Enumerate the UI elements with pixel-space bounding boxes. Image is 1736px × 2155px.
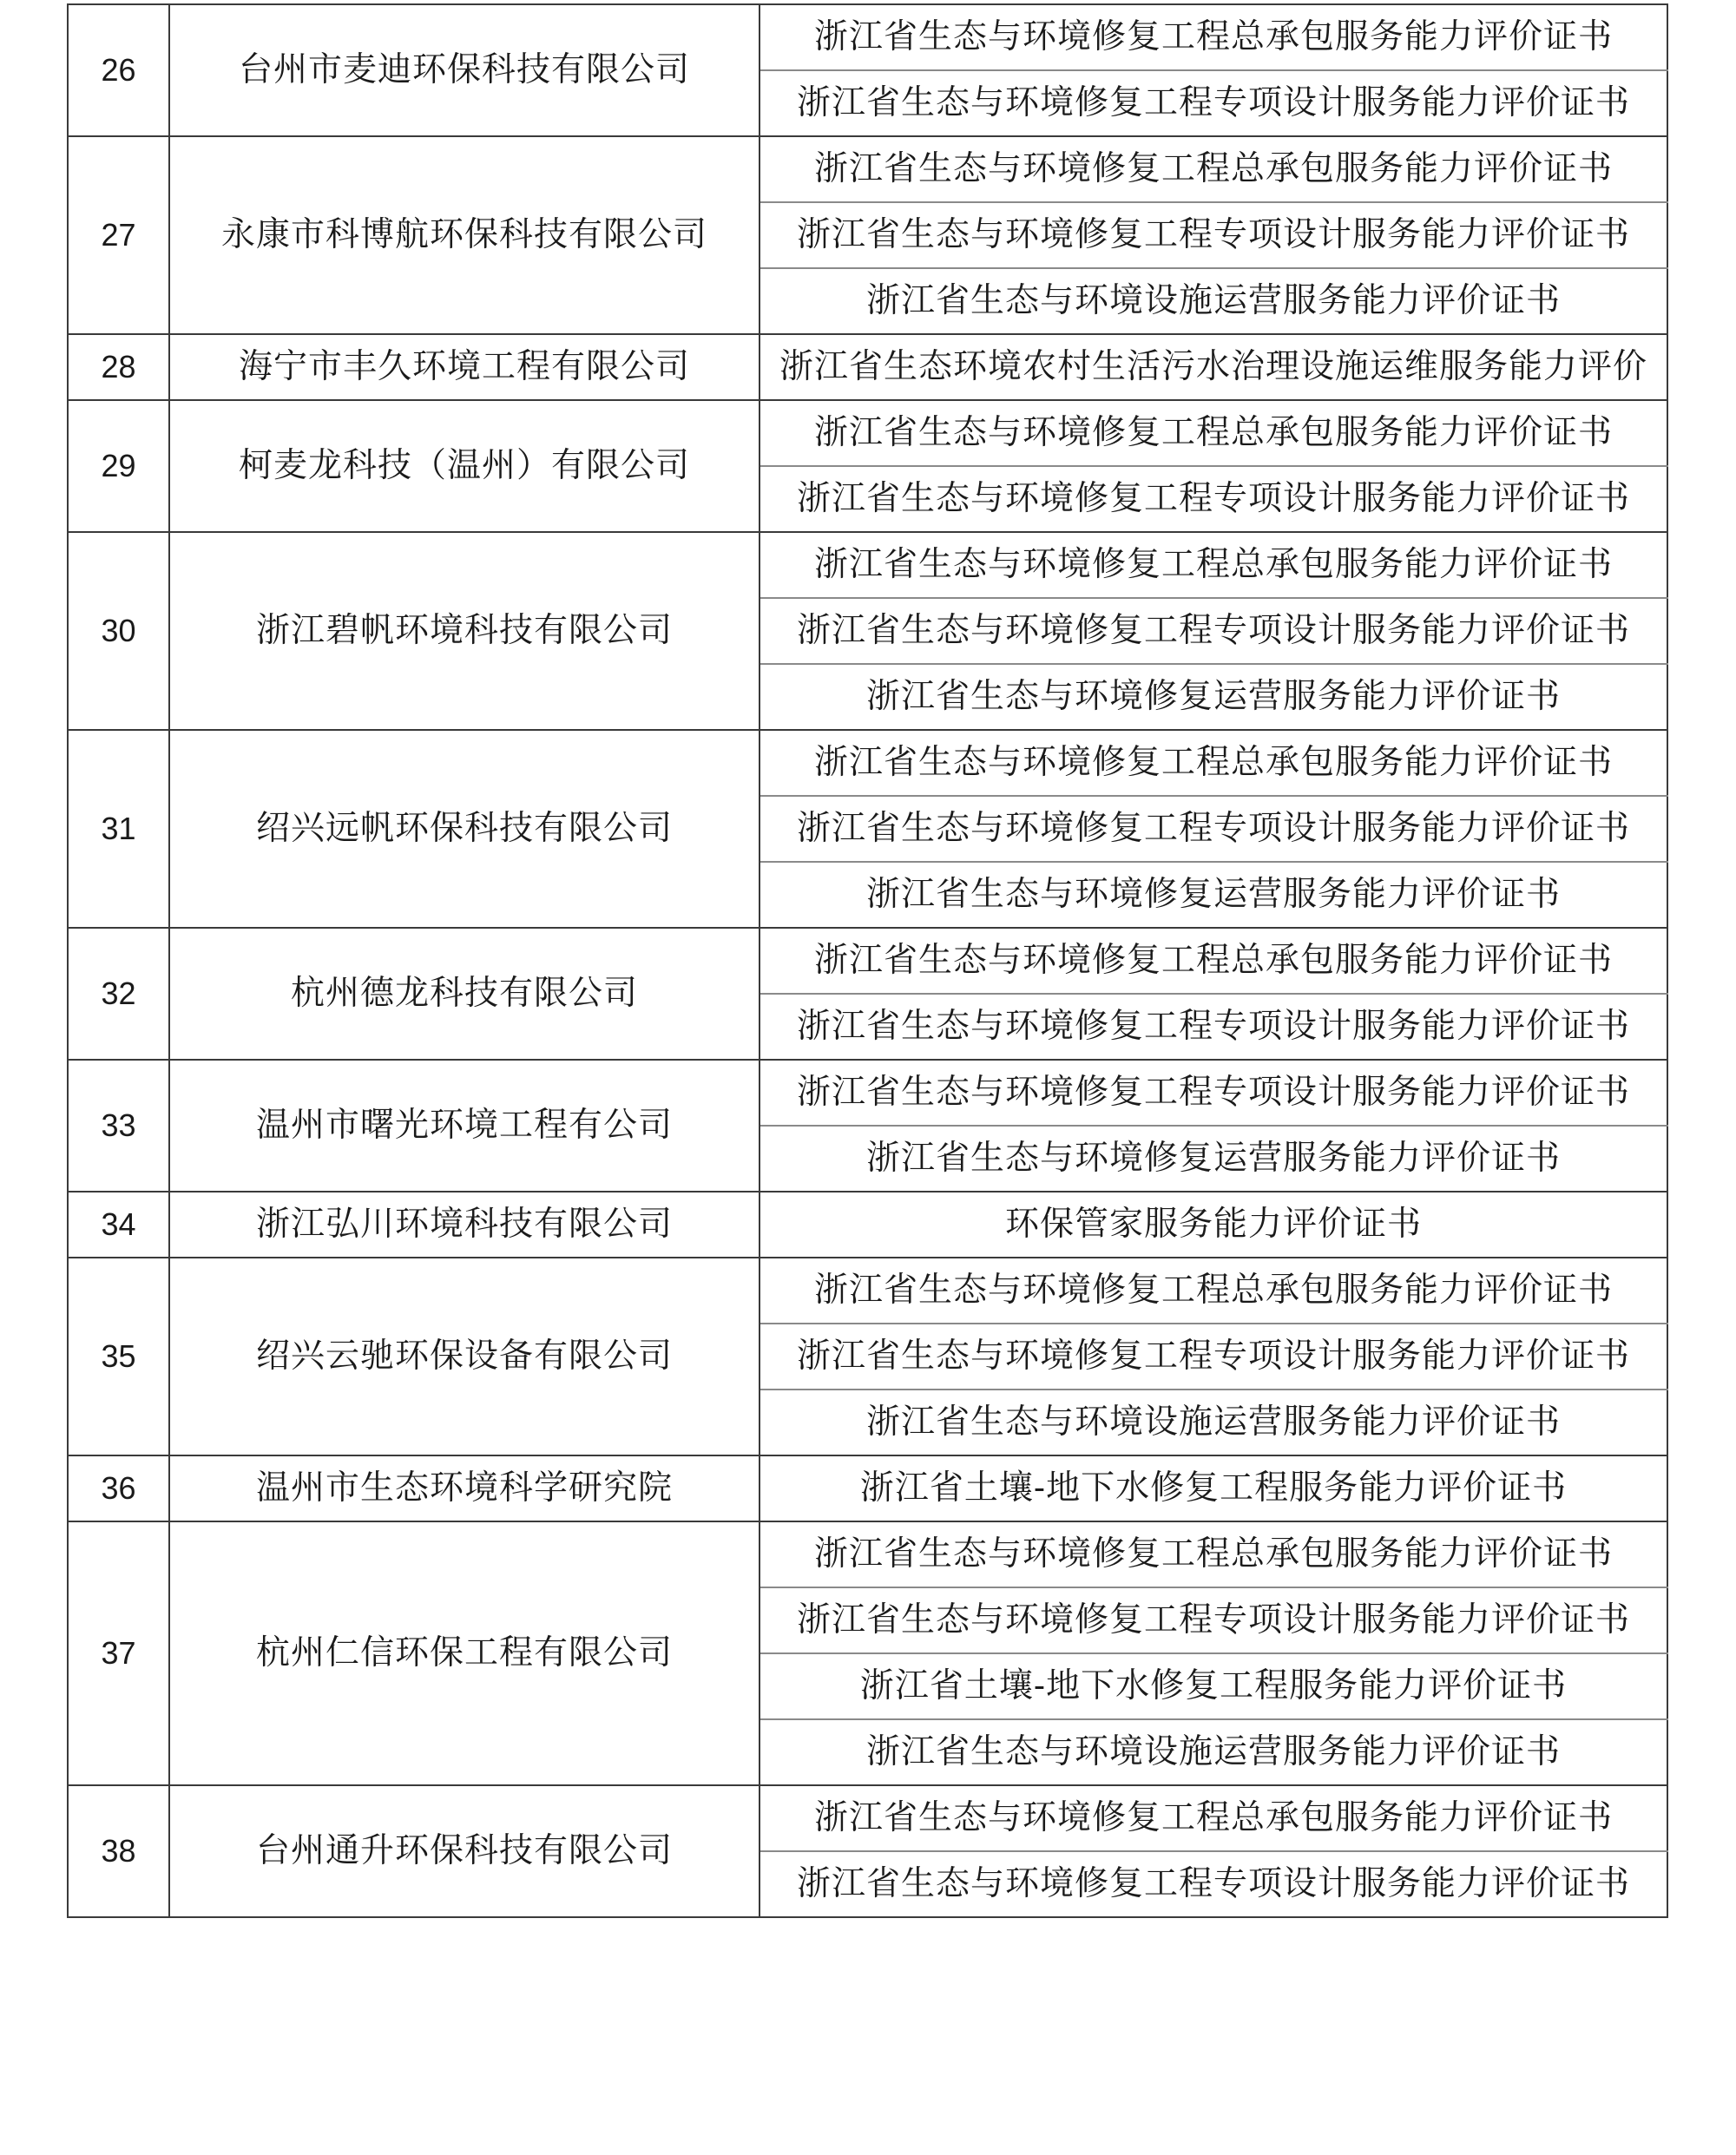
certificate-name: 浙江省土壤-地下水修复工程服务能力评价证书 xyxy=(760,1455,1667,1521)
table-row xyxy=(68,730,1667,796)
company-name: 柯麦龙科技（温州）有限公司 xyxy=(169,400,760,532)
certificate-name: 浙江省生态与环境修复工程专项设计服务能力评价证书 xyxy=(760,598,1667,664)
certificate-name: 浙江省生态与环境设施运营服务能力评价证书 xyxy=(760,1719,1667,1785)
certificate-name: 浙江省生态与环境修复工程专项设计服务能力评价证书 xyxy=(760,994,1667,1060)
company-number: 38 xyxy=(68,1785,169,1917)
certificate-name: 浙江省生态与环境修复运营服务能力评价证书 xyxy=(760,1126,1667,1192)
company-name: 永康市科博航环保科技有限公司 xyxy=(169,136,760,334)
certificate-name: 浙江省生态与环境修复工程总承包服务能力评价证书 xyxy=(760,1258,1667,1324)
certificate-name: 浙江省土壤-地下水修复工程服务能力评价证书 xyxy=(760,1653,1667,1719)
certificate-table xyxy=(67,3,1668,1918)
company-number: 32 xyxy=(68,928,169,1060)
company-number: 31 xyxy=(68,730,169,928)
certificate-name: 浙江省生态与环境修复工程总承包服务能力评价证书 xyxy=(760,928,1667,994)
company-name: 浙江弘川环境科技有限公司 xyxy=(169,1192,760,1258)
certificate-name: 环保管家服务能力评价证书 xyxy=(760,1192,1667,1258)
certificate-name: 浙江省生态与环境修复工程专项设计服务能力评价证书 xyxy=(760,1587,1667,1653)
table-row xyxy=(68,1258,1667,1324)
certificate-name: 浙江省生态与环境修复工程专项设计服务能力评价证书 xyxy=(760,70,1667,136)
certificate-name: 浙江省生态与环境修复工程专项设计服务能力评价证书 xyxy=(760,796,1667,862)
certificate-name: 浙江省生态与环境修复运营服务能力评价证书 xyxy=(760,862,1667,928)
company-number: 34 xyxy=(68,1192,169,1258)
certificate-name: 浙江省生态与环境修复工程专项设计服务能力评价证书 xyxy=(760,1851,1667,1917)
certificate-table-body xyxy=(68,4,1667,1917)
certificate-name: 浙江省生态与环境修复工程总承包服务能力评价证书 xyxy=(760,1785,1667,1851)
company-name: 台州市麦迪环保科技有限公司 xyxy=(169,4,760,136)
table-row xyxy=(68,1785,1667,1851)
certificate-name: 浙江省生态与环境修复运营服务能力评价证书 xyxy=(760,664,1667,730)
company-number: 27 xyxy=(68,136,169,334)
company-number: 30 xyxy=(68,532,169,730)
table-row xyxy=(68,400,1667,466)
company-number: 36 xyxy=(68,1455,169,1521)
certificate-name: 浙江省生态与环境修复工程专项设计服务能力评价证书 xyxy=(760,202,1667,268)
company-number: 35 xyxy=(68,1258,169,1455)
table-row xyxy=(68,1060,1667,1126)
certificate-name: 浙江省生态与环境修复工程专项设计服务能力评价证书 xyxy=(760,1060,1667,1126)
company-name: 杭州仁信环保工程有限公司 xyxy=(169,1521,760,1785)
company-number: 33 xyxy=(68,1060,169,1192)
certificate-name: 浙江省生态与环境设施运营服务能力评价证书 xyxy=(760,1390,1667,1455)
table-row xyxy=(68,1192,1667,1258)
company-number: 37 xyxy=(68,1521,169,1785)
certificate-name: 浙江省生态环境农村生活污水治理设施运维服务能力评价 xyxy=(760,334,1667,400)
company-name: 温州市生态环境科学研究院 xyxy=(169,1455,760,1521)
company-number: 28 xyxy=(68,334,169,400)
certificate-name: 浙江省生态与环境修复工程总承包服务能力评价证书 xyxy=(760,1521,1667,1587)
company-name: 杭州德龙科技有限公司 xyxy=(169,928,760,1060)
company-number: 29 xyxy=(68,400,169,532)
company-number: 26 xyxy=(68,4,169,136)
certificate-name: 浙江省生态与环境修复工程总承包服务能力评价证书 xyxy=(760,4,1667,70)
table-row xyxy=(68,532,1667,598)
company-name: 台州通升环保科技有限公司 xyxy=(169,1785,760,1917)
table-row xyxy=(68,4,1667,70)
table-row xyxy=(68,334,1667,400)
company-name: 绍兴云驰环保设备有限公司 xyxy=(169,1258,760,1455)
company-name: 绍兴远帆环保科技有限公司 xyxy=(169,730,760,928)
certificate-name: 浙江省生态与环境修复工程总承包服务能力评价证书 xyxy=(760,730,1667,796)
certificate-name: 浙江省生态与环境修复工程总承包服务能力评价证书 xyxy=(760,136,1667,202)
table-row xyxy=(68,1455,1667,1521)
company-name: 温州市曙光环境工程有公司 xyxy=(169,1060,760,1192)
certificate-table-wrapper xyxy=(67,3,1667,1918)
certificate-name: 浙江省生态与环境设施运营服务能力评价证书 xyxy=(760,268,1667,334)
table-row xyxy=(68,136,1667,202)
table-row xyxy=(68,1521,1667,1587)
company-name: 海宁市丰久环境工程有限公司 xyxy=(169,334,760,400)
certificate-name: 浙江省生态与环境修复工程总承包服务能力评价证书 xyxy=(760,532,1667,598)
certificate-name: 浙江省生态与环境修复工程专项设计服务能力评价证书 xyxy=(760,466,1667,532)
certificate-name: 浙江省生态与环境修复工程专项设计服务能力评价证书 xyxy=(760,1324,1667,1390)
company-name: 浙江碧帆环境科技有限公司 xyxy=(169,532,760,730)
certificate-name: 浙江省生态与环境修复工程总承包服务能力评价证书 xyxy=(760,400,1667,466)
table-row xyxy=(68,928,1667,994)
